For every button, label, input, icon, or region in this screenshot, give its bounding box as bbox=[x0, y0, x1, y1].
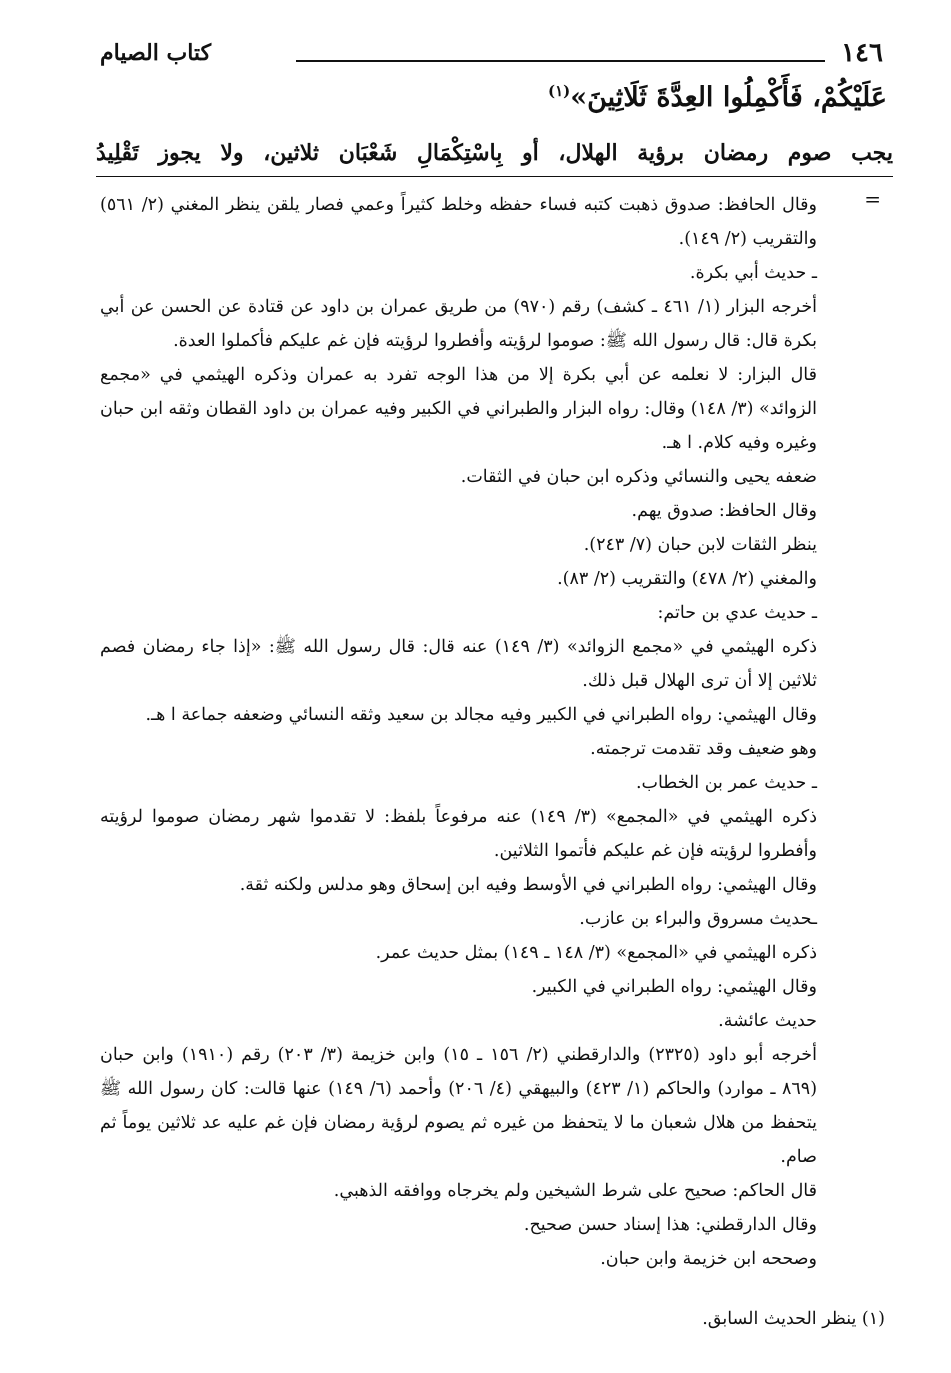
paragraph: ـ حديث عدي بن حاتم: bbox=[657, 603, 817, 623]
paragraph: والمغني (٢/ ٤٧٨) والتقريب (٢/ ٨٣). bbox=[557, 569, 817, 589]
paragraph: أخرجه أبو داود (٢٣٢٥) والدارقطني (٢/ ١٥٦ ـ ١٥) وابن خزيمة (٣/ ٢٠٣) رقم (١٩١٠) وابن حبان (٨٦٩ ـ موارد) والحاكم (١/ ٤٢٣) والبيهقي (٤/ ٢٠٦) وأحمد (٦/ ١٤٩) عنها قالت: كان رسول الله ﷺ يتحفظ من هلال شعبان ما لا يتحفظ من غيره ثم يصوم لرؤية رمضان فإن غم عليه عد ثلاثين يوماً ثم صام. bbox=[100, 1045, 818, 1167]
paragraph: وقال الهيثمي: رواه الطبراني في الكبير وفيه مجالد بن سعيد وثقه النسائي وضعفه جماعة ا هـ. bbox=[145, 705, 817, 725]
paragraph: وصححه ابن خزيمة وابن حبان. bbox=[600, 1249, 817, 1269]
paragraph: حديث عائشة. bbox=[718, 1011, 817, 1031]
paragraph: قال الحاكم: صحيح على شرط الشيخين ولم يخرجاه ووافقه الذهبي. bbox=[333, 1181, 817, 1201]
section-heading bbox=[96, 138, 893, 177]
paragraph: ذكره الهيثمي في «مجمع الزوائد» (٣/ ١٤٩) عنه قال: قال رسول الله ﷺ: «إذا جاء رمضان فصم ثلاثين إلا أن ترى الهلال قبل ذلك. bbox=[100, 637, 817, 691]
page-header bbox=[100, 38, 883, 78]
heading-text: يجب صوم رمضان برؤية الهلال، أو بِاسْتِكْمَالِ شَعْبَان ثلاثين، ولا يجوز تَقْلِيدُ bbox=[96, 140, 893, 166]
paragraph: قال البزار: لا نعلمه عن أبي بكرة إلا من هذا الوجه تفرد به عمران وذكره الهيثمي في «مجمع الزوائد» (٣/ ١٤٨) وقال: رواه البزار والطبراني في الكبير وفيه عمران بن داود القطان وثقه ابن حبان وغيره وفيه كلام. ا هـ. bbox=[100, 365, 817, 453]
paragraph: ـ حديث عمر بن الخطاب. bbox=[635, 773, 817, 793]
footnote-ref: (١) bbox=[547, 82, 571, 100]
paragraph: ينظر الثقات لابن حبان (٧/ ٢٤٣). bbox=[583, 535, 817, 555]
book-title: كتاب الصيام bbox=[100, 40, 212, 66]
paragraph: ـ حديث أبي بكرة. bbox=[689, 263, 817, 283]
quran-verse-text: عَلَيْكُمْ، فَأَكْمِلُوا العِدَّةَ ثَلَاثِينَ» bbox=[570, 82, 887, 113]
heading-rule bbox=[96, 176, 893, 177]
continuation-mark: = bbox=[864, 187, 881, 211]
header-rule bbox=[296, 60, 825, 62]
paragraph: وقال الهيثمي: رواه الطبراني في الأوسط وفيه ابن إسحاق وهو مدلس ولكنه ثقة. bbox=[239, 875, 817, 895]
paragraph: وهو ضعيف وقد تقدمت ترجمته. bbox=[590, 739, 817, 759]
paragraph: أخرجه البزار (١/ ٤٦١ ـ كشف) رقم (٩٧٠) من طريق عمران بن داود عن قتادة عن الحسن عن أبي بكرة قال: قال رسول الله ﷺ: صوموا لرؤيته وأفطروا لرؤيته فإن غم عليكم فأكملوا العدة. bbox=[100, 297, 817, 351]
page-number: ١٤٦ bbox=[841, 38, 883, 68]
footnote-body bbox=[100, 188, 841, 1276]
paragraph: وقال الدارقطني: هذا إسناد حسن صحيح. bbox=[523, 1215, 817, 1235]
quran-verse-line bbox=[547, 82, 887, 113]
paragraph: ضعفه يحيى والنسائي وذكره ابن حبان في الثقات. bbox=[460, 467, 817, 487]
paragraph: وقال الحافظ: صدوق ذهبت كتبه فساء حفظه وخلط كثيراً وعمي فصار يلقن ينظر المغني (٢/ ٥٦١) والتقريب (٢/ ١٤٩). bbox=[100, 195, 817, 249]
page-footnote: (١) ينظر الحديث السابق. bbox=[702, 1309, 885, 1329]
paragraph: ـحديث مسروق والبراء بن عازب. bbox=[579, 909, 817, 929]
paragraph: ذكره الهيثمي في «المجمع» (٣/ ١٤٩) عنه مرفوعاً بلفظ: لا تقدموا شهر رمضان صوموا لرؤيته وأفطروا لرؤيته فإن غم عليكم فأتموا الثلاثين. bbox=[100, 807, 817, 861]
paragraph: ذكره الهيثمي في «المجمع» (٣/ ١٤٨ ـ ١٤٩) بمثل حديث عمر. bbox=[375, 943, 817, 963]
paragraph: وقال الهيثمي: رواه الطبراني في الكبير. bbox=[531, 977, 817, 997]
paragraph: وقال الحافظ: صدوق يهم. bbox=[631, 501, 817, 521]
